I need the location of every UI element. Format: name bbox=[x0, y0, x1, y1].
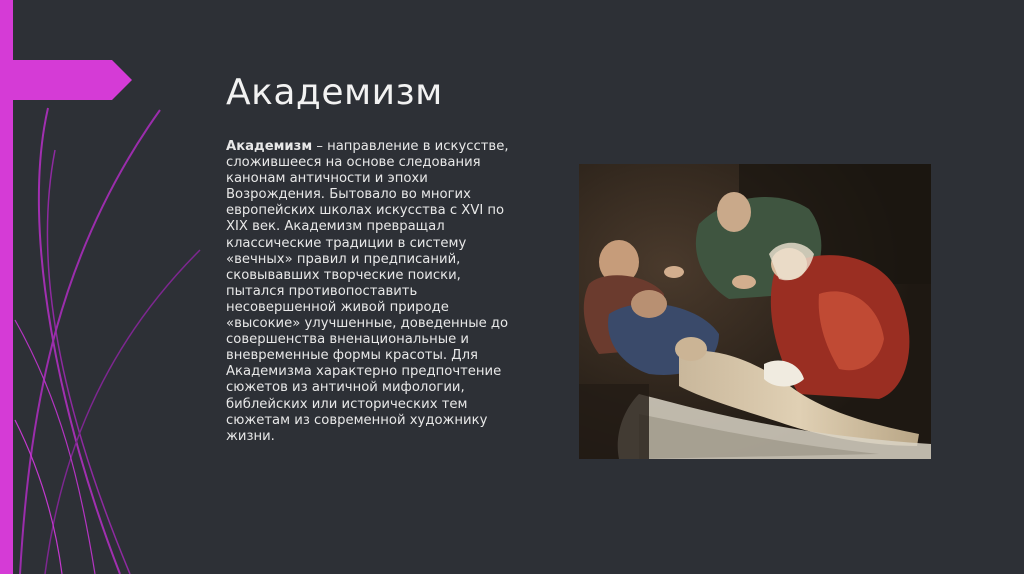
slide-body-text bbox=[226, 139, 518, 445]
slide-title: Академизм bbox=[226, 72, 443, 113]
painting-head bbox=[631, 290, 667, 318]
painting-hand bbox=[664, 266, 684, 278]
decorative-accent bbox=[0, 0, 260, 574]
painting-head bbox=[717, 192, 751, 232]
body-term: Академизм bbox=[226, 139, 313, 154]
accent-arrow-tab bbox=[0, 60, 132, 100]
painting-head bbox=[675, 337, 707, 361]
accent-curve-line bbox=[47, 150, 130, 574]
accent-curve-line bbox=[20, 110, 160, 574]
painting-hand bbox=[732, 275, 756, 289]
body-description: – направление в искусстве, сложившееся на основе следования канонам античности и эпохи Возрождения. Бытовало во многих европейских школах искусства с XVI по XIX век. Академизм превращал классические традиции в систему «вечных» правил и предписаний, сковывавших творческие поиски, пытался противопоставить несовершенной живой природе «высокие» улучшенные, доведенные до совершенства вненациональные и вневременные формы красоты. Для Академизма характерно предпочтение сюжетов из античной мифологии, библейских или исторических тем сюжетам из современной художнику жизни. bbox=[226, 139, 509, 444]
painting-shadow bbox=[579, 384, 649, 459]
painting-lamentation-image bbox=[579, 164, 931, 459]
